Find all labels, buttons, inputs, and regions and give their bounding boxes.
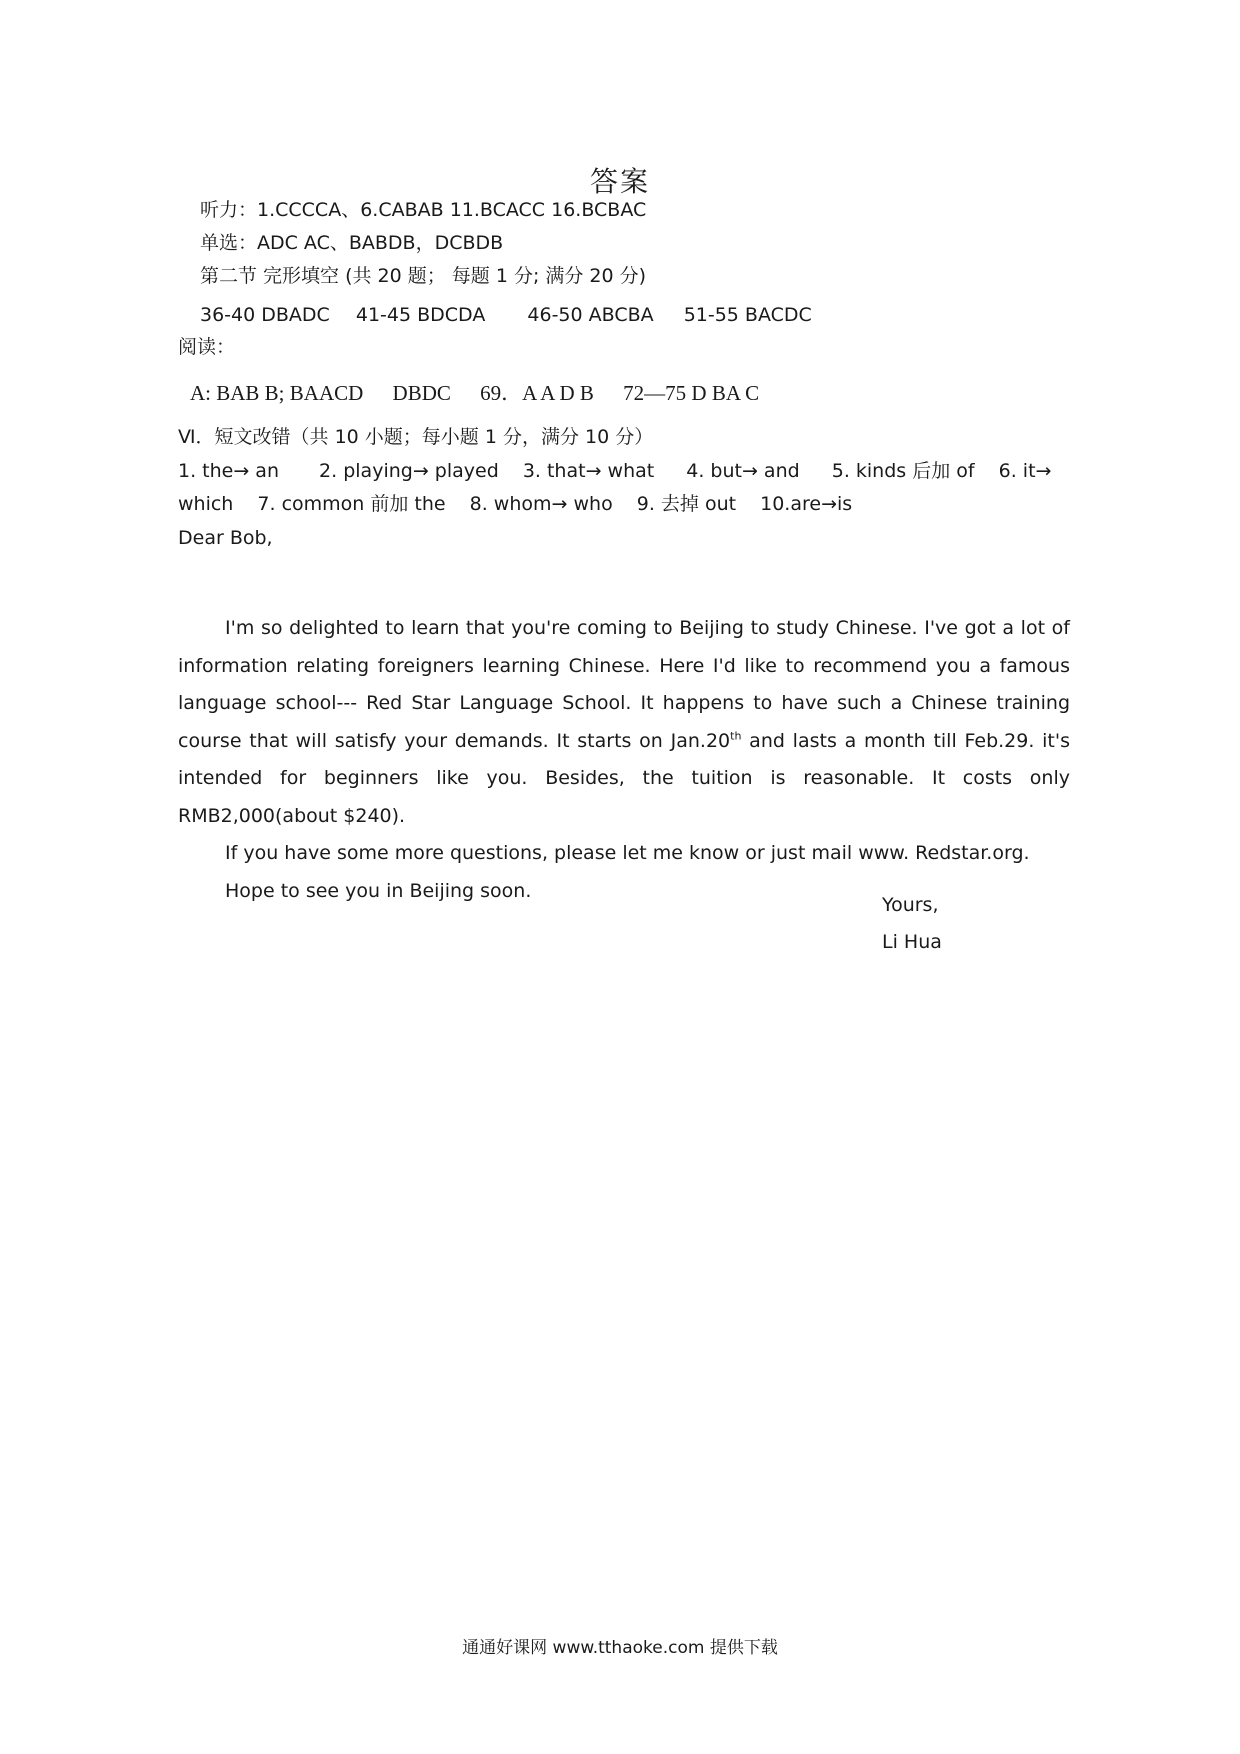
correction-item: 4. but→ and [686,460,800,482]
cloze-group: 41-45 BDCDA [355,304,486,326]
reading-label: 阅读： [178,336,236,358]
letter-paragraph-1 [178,610,1070,835]
letter-text: I'm so delighted to learn that you're coming to Beijing to study Chinese. I've got a lot of information relating foreigners learning Chinese. Here I'd like to recommend you a famous language school--- Red Star Language School. It happens to have such a Chinese training course that will satisfy your demands. It starts on Jan.20 [178,617,1070,752]
page-footer: 通通好课网 www.tthaoke.com 提供下载 [462,1638,778,1658]
reading-group: 69．A A D B [480,381,594,405]
correction-items-line2 [178,491,852,517]
correction-item: 8. whom→ who [469,493,613,515]
correction-item: 6. it→ [998,460,1052,482]
correction-item: which [178,493,234,515]
reading-group: A: BAB B; BAACD [190,381,364,405]
letter-closing: Yours, [882,894,939,916]
reading-answers [190,380,759,406]
correction-item: 7. common 前加 the [257,493,446,515]
single-choice-answers: 单选：ADC AC、BABDB，DCBDB [200,232,504,254]
correction-item: 2. playing→ played [319,460,499,482]
letter-greeting: Dear Bob, [178,527,273,549]
letter-text: and lasts a month till Feb.29. it's intended for beginners like you. Besides, the tuition is reasonable. It costs only RMB2,000(about $240). [178,729,1070,827]
reading-group: DBDC [392,381,451,405]
listening-answers: 听力：1.CCCCA、6.CABAB 11.BCACC 16.BCBAC [200,199,647,221]
reading-group: 72—75 D BA C [623,381,760,405]
correction-item: 5. kinds 后加 of [831,460,975,482]
letter-paragraph-3: Hope to see you in Beijing soon. [225,879,532,902]
correction-item: 9. 去掉 out [636,493,737,515]
cloze-answers [200,302,812,328]
cloze-group: 36-40 DBADC [200,304,330,326]
letter-superscript: th [730,729,742,743]
correction-item: 10.are→is [760,493,853,515]
cloze-header: 第二节 完形填空 (共 20 题； 每题 1 分; 满分 20 分) [200,265,647,287]
correction-item: 1. the→ an [178,460,279,482]
cloze-group: 46-50 ABCBA [527,304,654,326]
cloze-group: 51-55 BACDC [683,304,812,326]
letter-paragraph-2: If you have some more questions, please let me know or just mail www. Redstar.org. [225,842,1030,864]
letter-signature: Li Hua [882,931,942,953]
correction-header: Ⅵ．短文改错（共 10 小题；每小题 1 分，满分 10 分） [178,426,654,448]
correction-item: 3. that→ what [522,460,655,482]
letter-body [178,610,1070,910]
correction-items-line1 [178,458,1051,484]
page-title: 答案 [589,165,650,198]
